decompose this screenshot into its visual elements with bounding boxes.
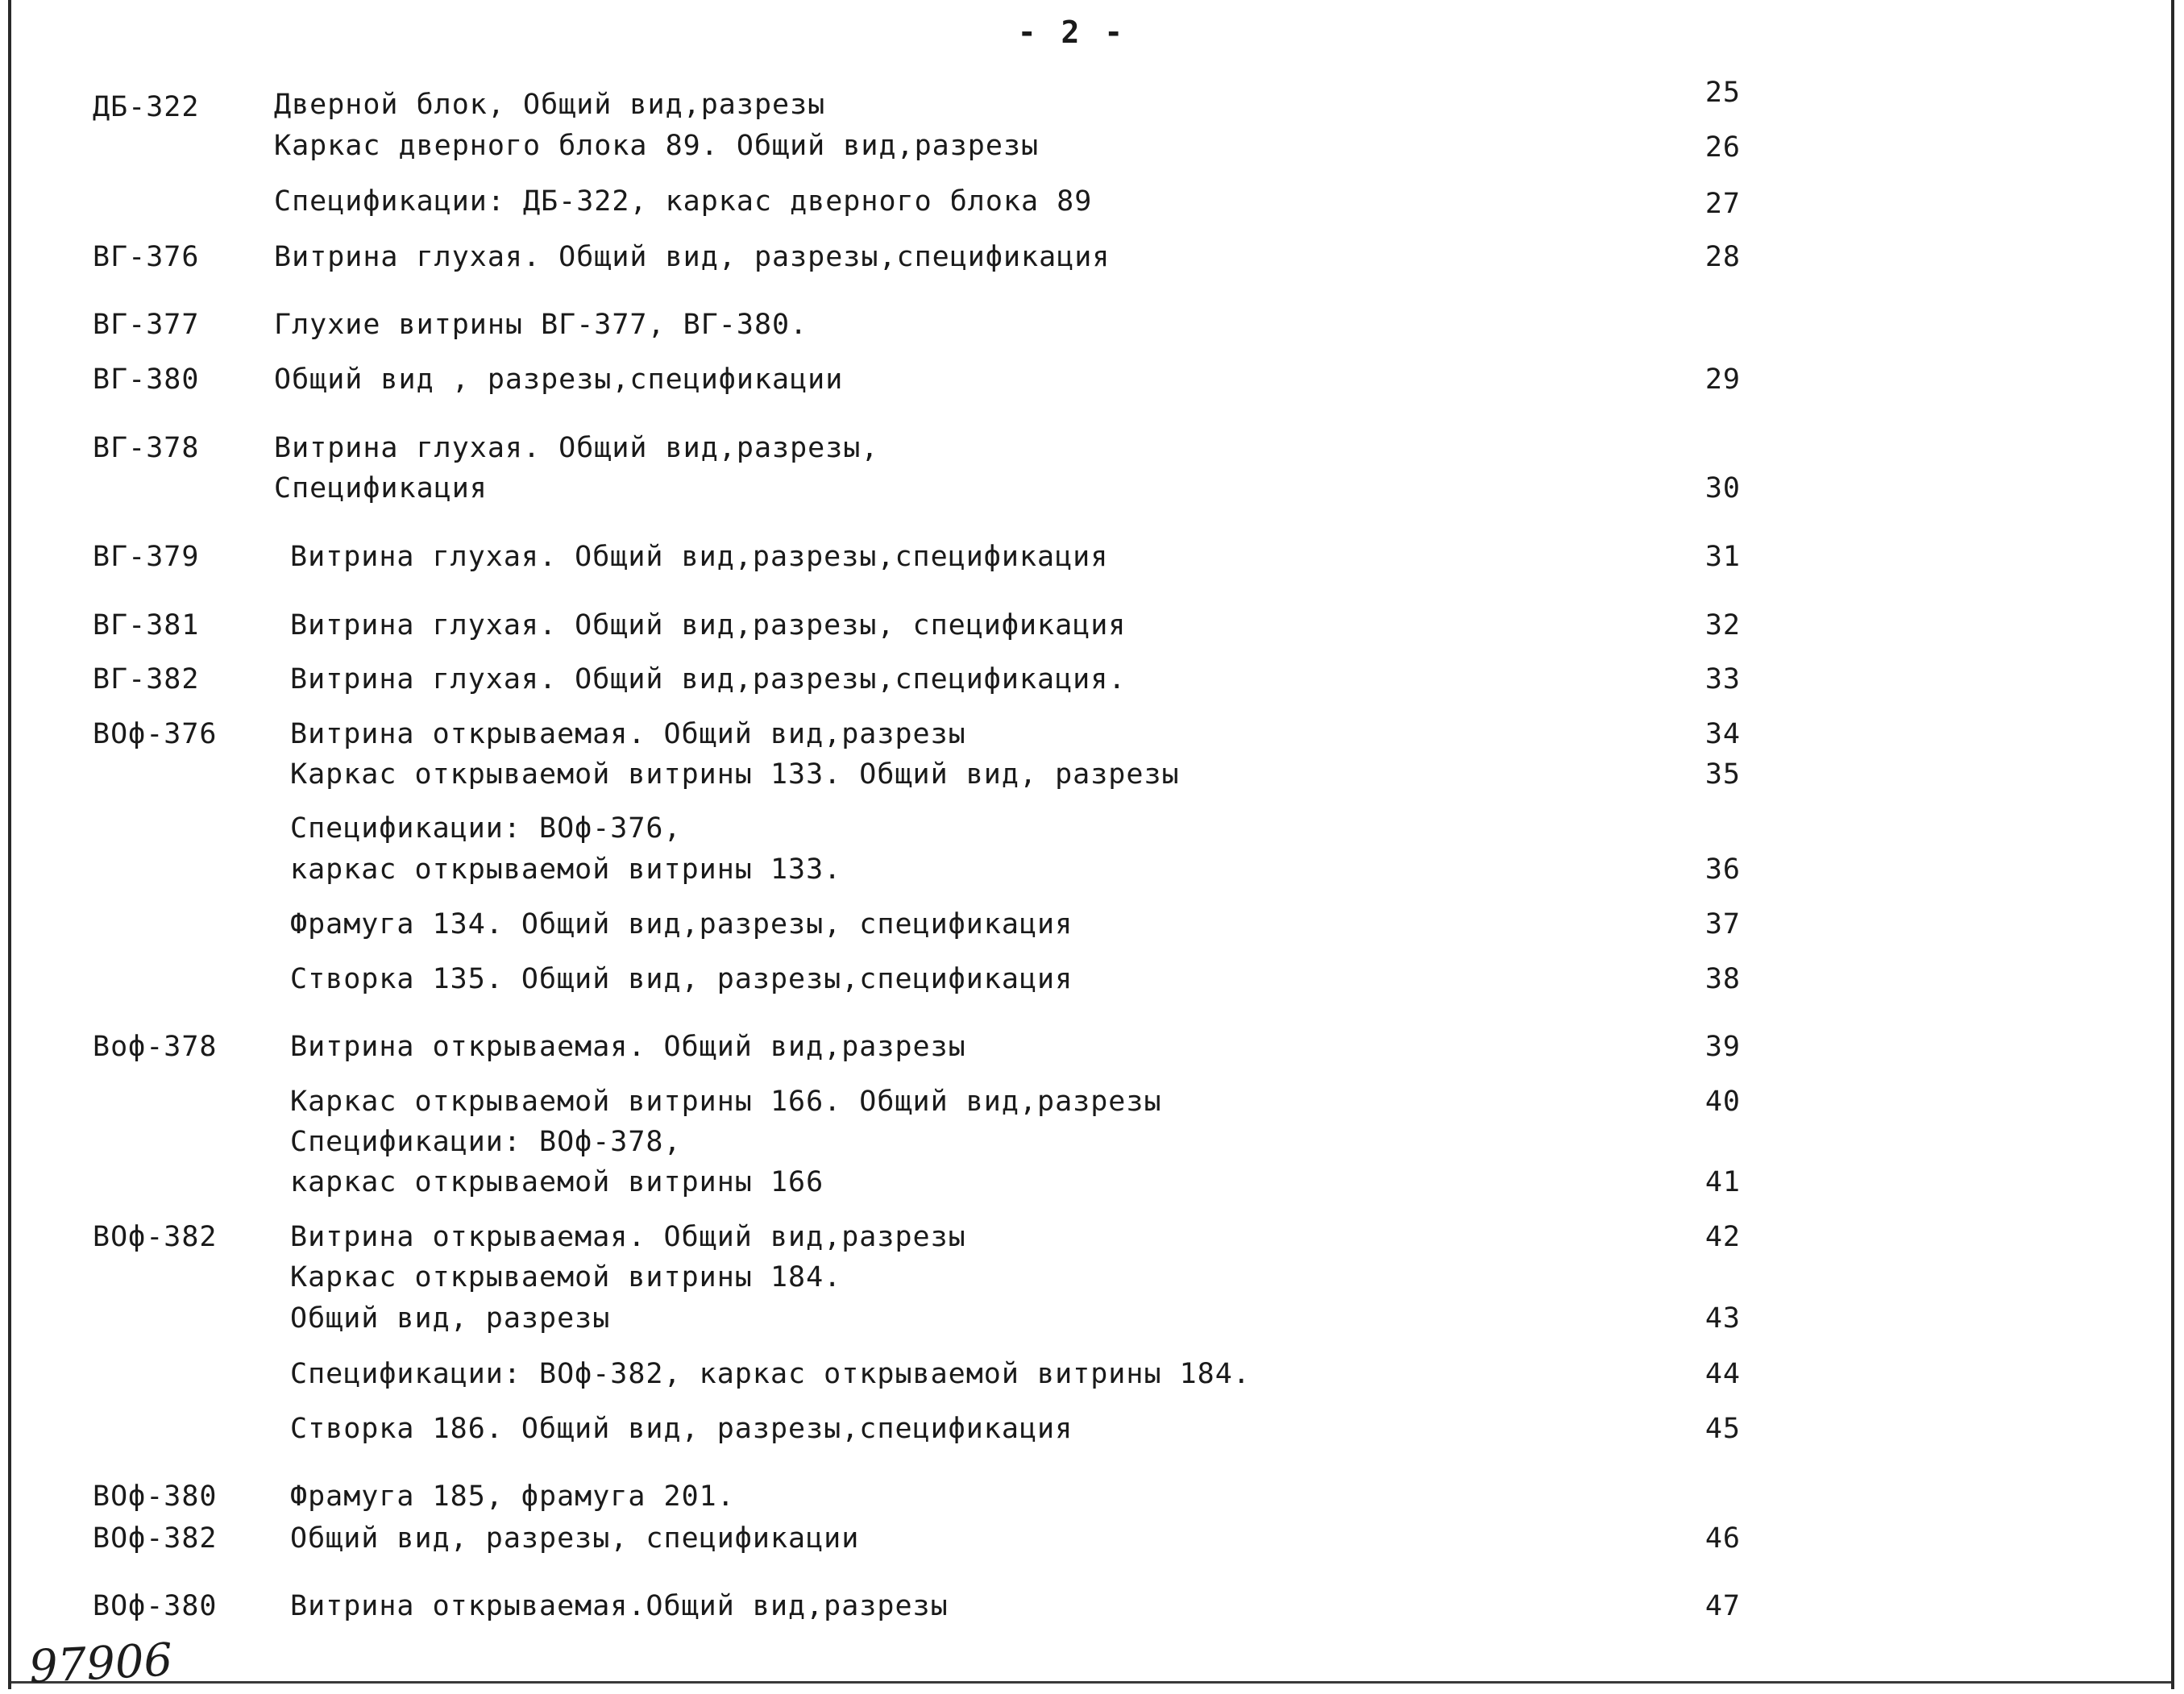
row-code: ВОф-382 [93,1221,218,1253]
row-description: Глухие витрины ВГ-377, ВГ-380. [274,309,808,341]
row-code [93,1298,254,1339]
row-page: 36 [1704,853,1741,886]
row-description: каркас открываемой витрины 166 [290,1166,824,1198]
row-code [93,904,254,945]
row-code: ВГ-381 [93,609,200,641]
row-page: 29 [1704,363,1741,396]
row-page: 39 [1704,1031,1741,1063]
row-code: ВГ-380 [93,363,200,396]
row-description: Каркас открываемой витрины 166. Общий вид,разрезы [290,1086,1162,1118]
row-code: ВОф-380 [93,1480,218,1513]
row-page: 28 [1704,241,1741,273]
row-page: 44 [1704,1358,1741,1390]
row-page [1660,428,1741,468]
row-page: 38 [1704,963,1741,995]
row-page: 25 [1704,77,1741,109]
row-code: ВОф-382 [93,1522,218,1555]
row-code [93,808,254,849]
row-page [1660,305,1741,345]
row-description: Каркас дверного блока 89. Общий вид,разрезы [274,130,1040,162]
row-page: 42 [1704,1221,1741,1253]
row-code [93,1354,254,1394]
row-page: 30 [1704,472,1741,504]
row-code [93,1082,254,1122]
page-number: - 2 - [1017,15,1127,50]
row-description: Витрина открываемая. Общий вид,разрезы [290,718,966,750]
row-description: Общий вид, разрезы, спецификации [290,1522,860,1555]
row-description: Витрина глухая. Общий вид,разрезы,спецификация [290,541,1109,573]
row-page [1660,1257,1741,1297]
bottom-border-line [11,1681,2171,1684]
row-code [93,1162,254,1202]
row-code [93,1257,254,1297]
row-description: Общий вид, разрезы [290,1302,611,1335]
row-code [93,468,254,509]
row-code [93,959,254,999]
row-code [93,849,254,890]
row-code: Воф-378 [93,1031,218,1063]
row-code [93,126,254,166]
row-page [1660,1122,1741,1162]
row-code: ВОф-380 [93,1590,218,1622]
row-description: Витрина глухая. Общий вид,разрезы, [274,432,879,464]
row-page: 26 [1704,131,1741,164]
row-page: 33 [1704,663,1741,695]
row-description: Витрина глухая. Общий вид, разрезы,спецификация [274,241,1111,273]
row-page [1660,808,1741,849]
row-code: ВГ-376 [93,241,200,273]
row-description: Общий вид , разрезы,спецификации [274,363,844,396]
row-code [93,754,254,795]
row-page: 47 [1704,1590,1741,1622]
row-description: Фрамуга 134. Общий вид,разрезы, спецификация [290,908,1073,940]
row-page: 35 [1704,758,1741,791]
left-border-line [8,0,11,1689]
row-code [93,1409,254,1449]
row-description: Спецификация [274,472,488,504]
row-code: ВОф-376 [93,718,218,750]
row-description: Витрина открываемая.Общий вид,разрезы [290,1590,949,1622]
row-description: Каркас открываемой витрины 133. Общий вид, разрезы [290,758,1180,791]
row-description: Створка 135. Общий вид, разрезы,спецификация [290,963,1073,995]
row-description: Витрина открываемая. Общий вид,разрезы [290,1221,966,1253]
row-page: 34 [1704,718,1741,750]
row-description: каркас открываемой витрины 133. [290,853,842,886]
handwritten-stamp: 97906 [27,1634,174,1694]
row-description: Дверной блок, Общий вид,разрезы [274,89,826,121]
row-description: Каркас открываемой витрины 184. [290,1261,842,1293]
row-code [93,181,254,222]
row-page: 32 [1704,609,1741,641]
row-page: 46 [1704,1522,1741,1555]
row-page: 31 [1704,541,1741,573]
row-page: 43 [1704,1302,1741,1335]
row-code: ВГ-378 [93,432,200,464]
row-page: 40 [1704,1086,1741,1118]
row-description: Витрина глухая. Общий вид,разрезы, спецификация [290,609,1127,641]
row-description: Фрамуга 185, фрамуга 201. [290,1480,735,1513]
row-code [93,1122,254,1162]
row-page: 37 [1704,908,1741,940]
right-border-line [2171,0,2174,1689]
row-code: ВГ-379 [93,541,200,573]
row-description: Спецификации: ВОф-376, [290,812,682,845]
row-description: Створка 186. Общий вид, разрезы,спецификация [290,1413,1073,1445]
row-code: ВГ-377 [93,309,200,341]
row-page: 45 [1704,1413,1741,1445]
row-code: ВГ-382 [93,663,200,695]
row-description: Спецификации: ВОф-378, [290,1126,682,1158]
row-page: 27 [1704,188,1741,220]
row-description: Спецификации: ДБ-322, каркас дверного блока 89 [274,185,1093,218]
row-description: Спецификации: ВОф-382, каркас открываемой витрины 184. [290,1358,1251,1390]
row-page: 41 [1704,1166,1741,1198]
row-description: Витрина глухая. Общий вид,разрезы,спецификация. [290,663,1127,695]
row-page [1660,1476,1741,1517]
row-description: Витрина открываемая. Общий вид,разрезы [290,1031,966,1063]
row-code: ДБ-322 [93,91,200,123]
